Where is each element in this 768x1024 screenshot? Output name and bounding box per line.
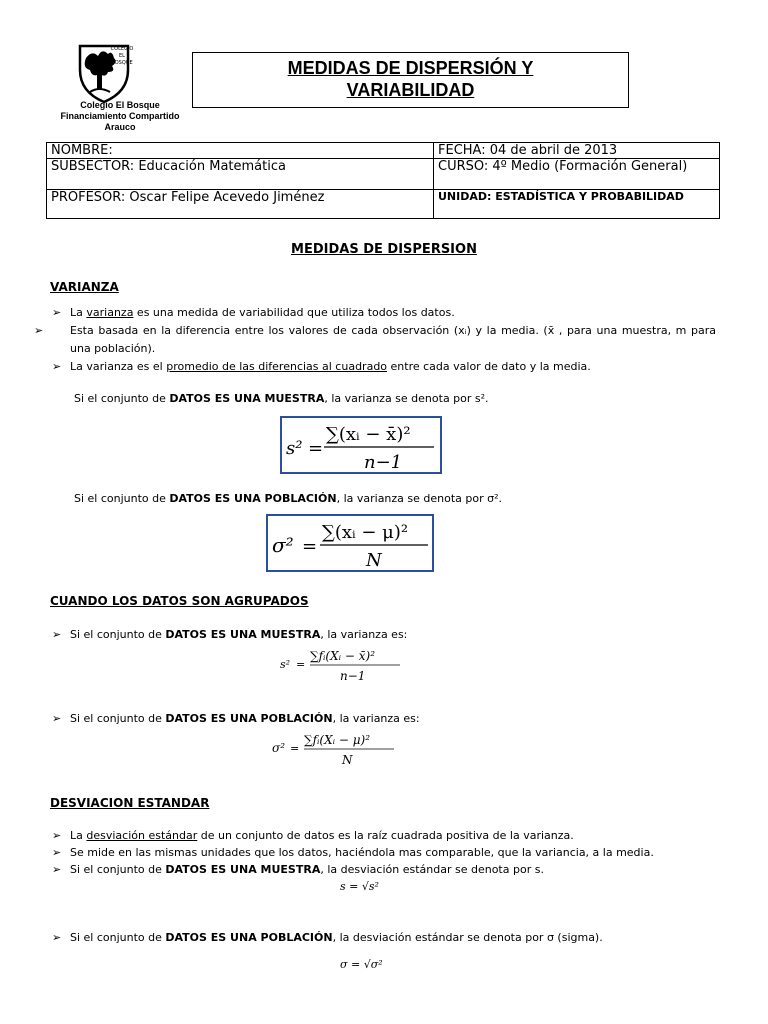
desviacion-heading: DESVIACION ESTANDAR: [50, 796, 210, 810]
fecha-cell: FECHA: 04 de abril de 2013: [434, 143, 720, 159]
svg-text:=: =: [302, 536, 318, 557]
formula-varianza-muestra: [280, 416, 442, 474]
formula-numerator: ∑(xᵢ − x̄)²: [326, 424, 411, 445]
varianza-bullet-1: ➢ La varianza es una medida de variabilidad que utiliza todos los datos.: [52, 306, 455, 319]
muestra-line: Si el conjunto de DATOS ES UNA MUESTRA, la varianza se denota por s².: [74, 392, 489, 405]
profesor-cell: PROFESOR: Oscar Felipe Acevedo Jiménez: [47, 190, 434, 219]
section-title: MEDIDAS DE DISPERSION: [291, 242, 477, 257]
formula-varianza-poblacion: [266, 514, 434, 572]
curso-cell: CURSO: 4º Medio (Formación General): [434, 159, 720, 190]
agrupados-muestra-line: ➢ Si el conjunto de DATOS ES UNA MUESTRA, la varianza es:: [52, 628, 408, 641]
formula-s2: s²: [286, 438, 303, 459]
info-table: [46, 142, 720, 219]
varianza-bullet-2: ➢ Esta basada en la diferencia entre los valores de cada observación (xᵢ) y la media. (x̄ , para una muestra, m para una población).: [34, 324, 716, 355]
poblacion-line: Si el conjunto de DATOS ES UNA POBLACIÓN, la varianza se denota por σ².: [74, 492, 503, 505]
formula-denominator: n−1: [364, 452, 403, 472]
svg-text:=: =: [308, 438, 324, 459]
svg-text:σ²: σ²: [272, 741, 286, 755]
formula-desviacion-muestra: s = √s²: [340, 880, 379, 893]
svg-text:∑fᵢ(Xᵢ − μ)²: ∑fᵢ(Xᵢ − μ)²: [304, 733, 371, 747]
svg-text:n−1: n−1: [340, 669, 366, 683]
svg-text:=: =: [296, 658, 306, 671]
subsector-cell: SUBSECTOR: Educación Matemática: [47, 159, 434, 190]
svg-text:∑fᵢ(Xᵢ − x̄)²: ∑fᵢ(Xᵢ − x̄)²: [310, 649, 376, 663]
desviacion-bullet-3: ➢ Si el conjunto de DATOS ES UNA MUESTRA, la desviación estándar se denota por s.: [52, 863, 544, 876]
desviacion-bullet-1: ➢ La desviación estándar de un conjunto de datos es la raíz cuadrada positiva de la varianza.: [52, 829, 574, 842]
desviacion-bullet-2: ➢ Se mide en las mismas unidades que los datos, haciéndola mas comparable, que la variancia, a la media.: [52, 846, 654, 859]
formula-sigma2: σ²: [272, 533, 294, 557]
agrupados-heading: CUANDO LOS DATOS SON AGRUPADOS: [50, 594, 309, 608]
formula-denominator: N: [366, 550, 382, 570]
unidad-cell: UNIDAD: ESTADÍSTICA Y PROBABILIDAD: [434, 190, 720, 219]
document-title: MEDIDAS DE DISPERSIÓN Y VARIABILIDAD: [192, 52, 629, 108]
logo-text: COLEGIO EL BOSQUE: [110, 46, 134, 66]
nombre-cell: NOMBRE:: [47, 143, 434, 159]
varianza-bullet-3: ➢ La varianza es el promedio de las diferencias al cuadrado entre cada valor de dato y la media.: [52, 360, 591, 373]
svg-text:=: =: [290, 742, 300, 755]
formula-agrupados-muestra: [280, 646, 410, 686]
varianza-heading: VARIANZA: [50, 280, 119, 294]
formula-numerator: ∑(xᵢ − μ)²: [322, 522, 409, 543]
svg-text:N: N: [342, 753, 353, 767]
formula-desviacion-poblacion: σ = √σ²: [340, 958, 383, 971]
agrupados-poblacion-line: ➢ Si el conjunto de DATOS ES UNA POBLACIÓN, la varianza es:: [52, 712, 420, 725]
school-name: Colegio El Bosque Financiamiento Compartido Arauco: [60, 100, 180, 132]
svg-text:s²: s²: [280, 658, 291, 671]
desviacion-bullet-4: ➢ Si el conjunto de DATOS ES UNA POBLACIÓN, la desviación estándar se denota por σ (sigma).: [52, 931, 603, 944]
formula-agrupados-poblacion: [272, 730, 402, 770]
